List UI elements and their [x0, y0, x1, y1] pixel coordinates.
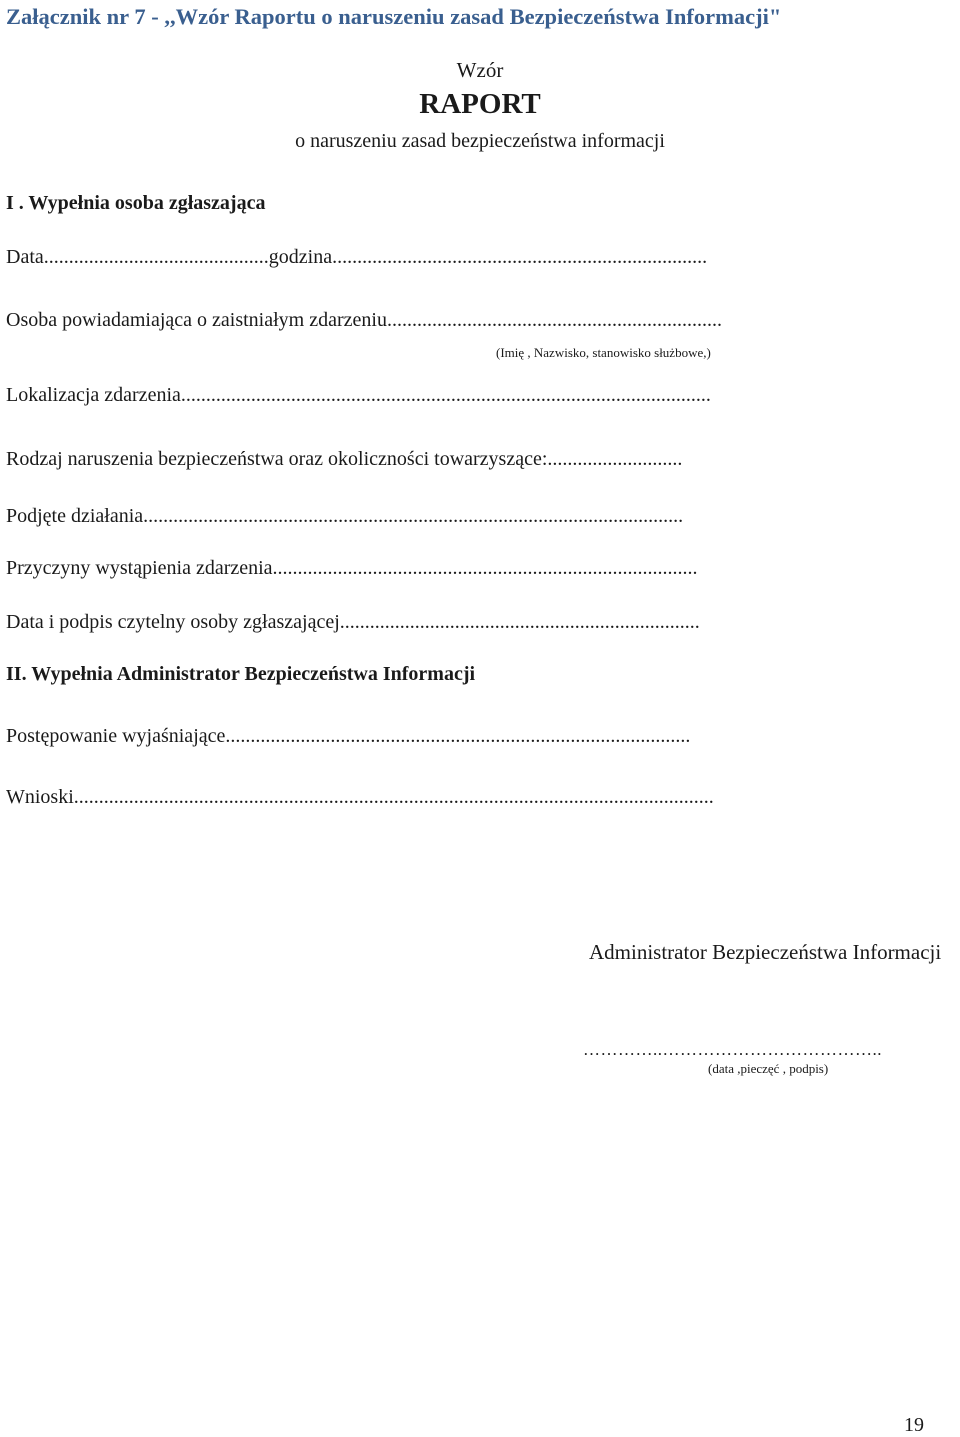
actions-taken-field: Podjęte działania............................................................................................................ [6, 505, 684, 527]
report-subtitle: o naruszeniu zasad bezpieczeństwa informacji [295, 130, 665, 152]
signature-line: …………..……………………………….. [583, 1040, 882, 1059]
breach-type-field: Rodzaj naruszenia bezpieczeństwa oraz okoliczności towarzyszące:........................... [6, 448, 683, 470]
reporter-hint: (Imię , Nazwisko, stanowisko służbowe,) [496, 345, 711, 360]
administrator-role: Administrator Bezpieczeństwa Informacji [589, 940, 942, 964]
template-label: Wzór [456, 58, 504, 82]
date-time-field: Data.............................................godzina........................................................................... [6, 246, 708, 268]
section-1-heading: I . Wypełnia osoba zgłaszająca [6, 192, 266, 214]
report-title: RAPORT [419, 88, 541, 120]
signature-hint: (data ,pieczęć , podpis) [708, 1061, 829, 1076]
section-2-heading: II. Wypełnia Administrator Bezpieczeństwa Informacji [6, 663, 476, 685]
causes-field: Przyczyny wystąpienia zdarzenia..................................................................................... [6, 557, 698, 579]
annex-title: Załącznik nr 7 - ,,Wzór Raportu o naruszeniu zasad Bezpieczeństwa Informacji" [6, 4, 782, 29]
conclusions-field: Wnioski................................................................................................................................ [6, 786, 714, 808]
reporter-signature-field: Data i podpis czytelny osoby zgłaszającej........................................................................ [6, 611, 700, 633]
location-field: Lokalizacja zdarzenia.......................................................................................................... [6, 384, 711, 406]
reporter-field: Osoba powiadamiająca o zaistniałym zdarzeniu................................................................... [6, 309, 722, 331]
page-number: 19 [904, 1414, 924, 1436]
proceedings-field: Postępowanie wyjaśniające............................................................................................. [6, 725, 691, 747]
